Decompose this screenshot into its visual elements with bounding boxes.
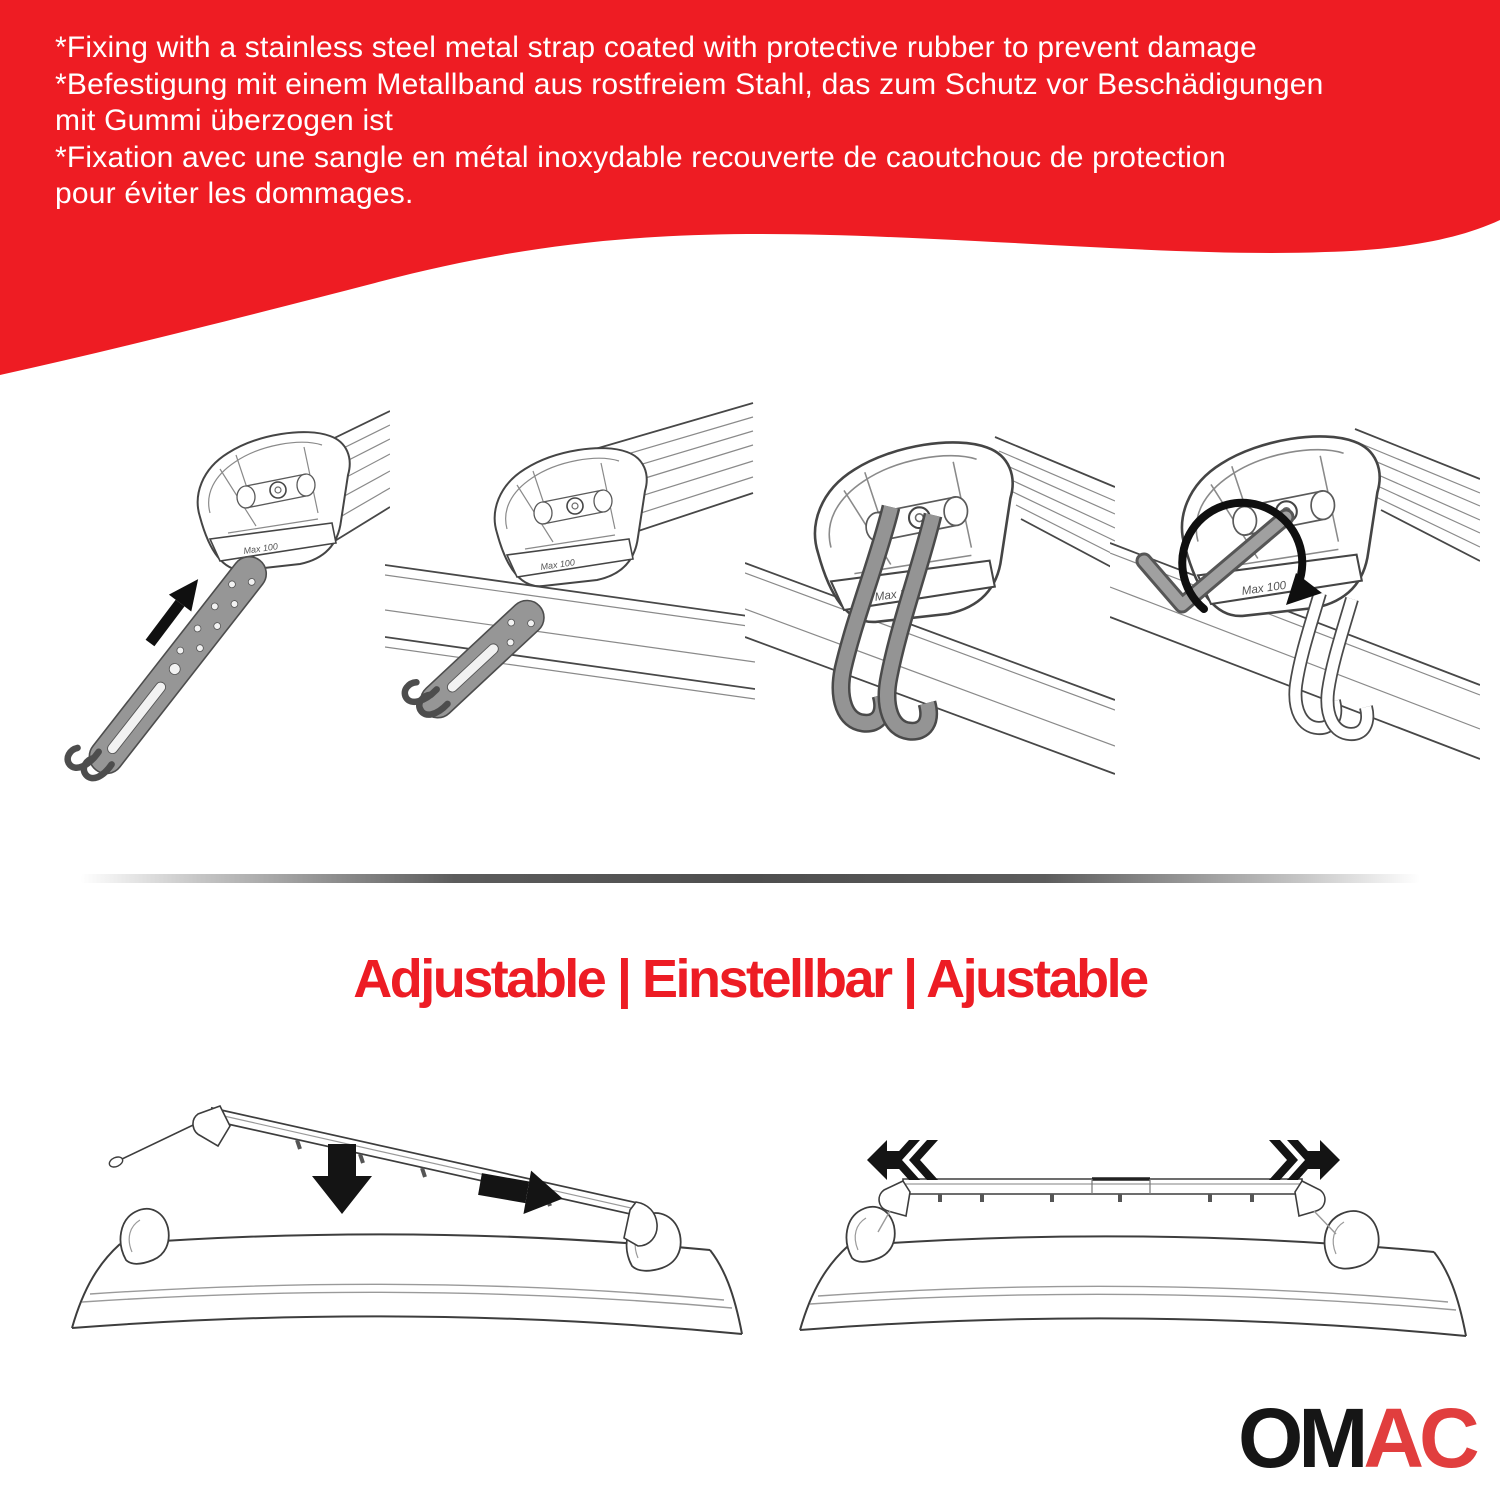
extend-left-arrows-icon — [867, 1140, 938, 1180]
banner-note-en: *Fixing with a stainless steel metal strap coated with protective rubber to prevent damage — [55, 31, 1257, 64]
banner-note-de-line1: *Befestigung mit einem Metallband aus rostfreiem Stahl, das zum Schutz vor Beschädigungen — [55, 67, 1324, 101]
roof-rail-stub-left — [120, 1209, 168, 1264]
section-divider — [80, 874, 1420, 883]
roof-rail-stub-right — [1325, 1211, 1379, 1269]
step-3-illustration — [745, 385, 1115, 845]
roof-crossbar — [878, 1179, 1336, 1234]
logo-text-black: OM — [1238, 1391, 1364, 1485]
banner-note-fr-line2: pour éviter les dommages. — [55, 177, 414, 210]
step-2-illustration — [385, 385, 755, 845]
roof-adjust-illustration — [790, 1080, 1480, 1420]
roof-install-illustration — [60, 1080, 750, 1420]
banner-notes — [55, 30, 1455, 213]
roof-crossbar — [193, 1106, 657, 1246]
extend-right-arrows-icon — [1269, 1140, 1340, 1180]
info-banner — [0, 0, 1500, 420]
logo-text-red: AC — [1363, 1391, 1475, 1485]
step-4-illustration — [1110, 385, 1480, 845]
crossbar — [995, 437, 1115, 569]
metal-strap — [64, 541, 273, 790]
banner-note-fr-line1: *Fixation avec une sangle en métal inoxydable recouverte de caoutchouc de protection — [55, 140, 1226, 174]
banner-note-de-line2: mit Gummi überzogen ist — [55, 104, 394, 137]
adjustable-heading: Adjustable | Einstellbar | Ajustable — [353, 949, 1147, 1009]
brand-logo — [1238, 1391, 1475, 1485]
step-1-illustration — [20, 385, 390, 845]
